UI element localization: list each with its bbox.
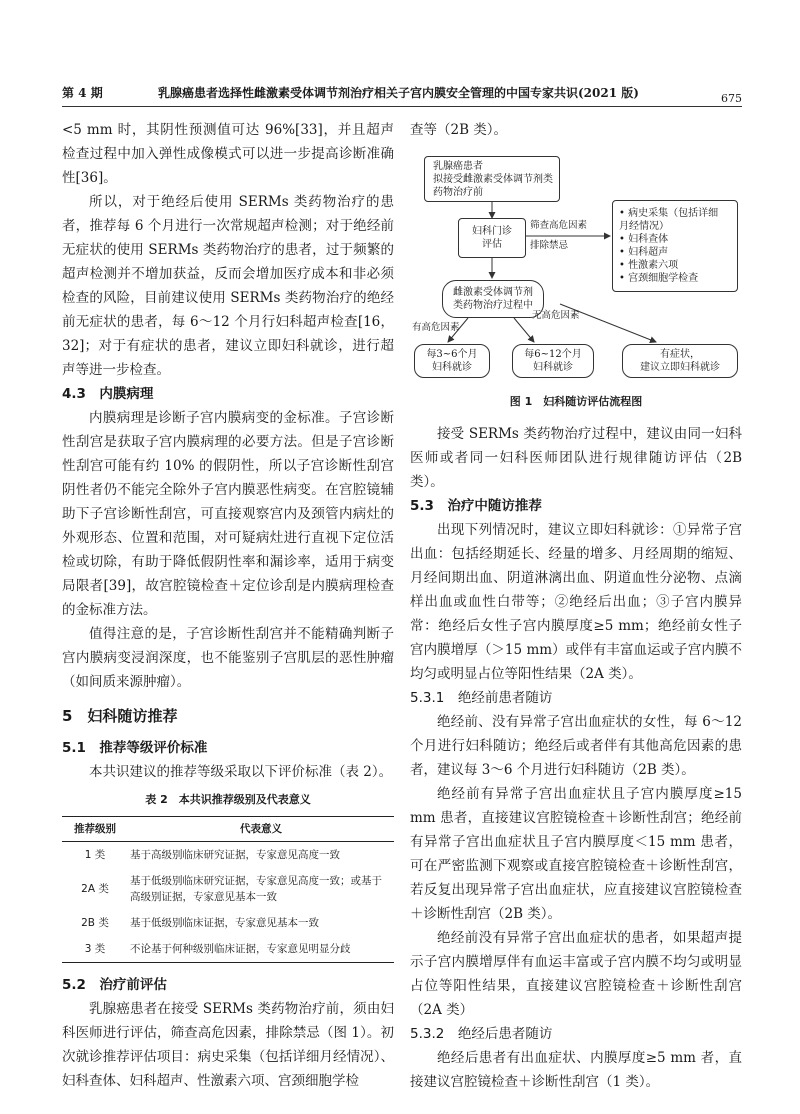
recommendation-table <box>62 816 394 963</box>
table-row <box>62 910 394 936</box>
section-heading-5-3-2: 5.3.2 绝经后患者随访 <box>410 1026 553 1042</box>
header-rule <box>62 106 742 107</box>
table-cell-meaning: 基于低级别临床研究证据，专家意见高度一致；或基于高级别证据，专家意见基本一致 <box>130 875 382 903</box>
flow-list-item: • 性激素六项 <box>619 260 679 271</box>
table-caption: 表 2 本共识推荐级别及代表意义 <box>145 793 311 806</box>
table-cell-level: 1 类 <box>84 849 106 861</box>
paragraph: 所以，对于绝经后使用 SERMs 类药物治疗的患者，推荐每 6 个月进行一次常规超声检测；对于绝经前无症状的使用 SERMs 类药物治疗的患者，过于频繁的超声检测并不增加获益，反而会增加医疗成本和非必须检查的风险，目前建议使用 SERMs 类药物治疗的绝经前无症状的患者，每 6～12 个月行妇科超声检查[16，32]；对于有症状的患者，建议立即妇科就诊，进行超声等进一步检查。 <box>62 194 394 378</box>
table-cell-level: 2A 类 <box>81 883 109 895</box>
section-heading-5-2: 5.2 治疗前评估 <box>62 977 167 993</box>
flow-text: 建议立即妇科就诊 <box>640 362 720 373</box>
flow-label-high-risk: 有高危因素 <box>412 322 460 333</box>
flow-label-screen: 筛查高危因素 <box>530 220 588 231</box>
section-heading-5-3-1: 5.3.1 绝经前患者随访 <box>410 690 553 706</box>
paragraph: 内膜病理是诊断子宫内膜病变的金标准。子宫诊断性刮宫是获取子宫内膜病理的必要方法。但是子宫诊断性刮宫可能有约 10% 的假阴性，所以子宫诊断性刮宫阴性者仍不能完全除外子宫内膜恶性病变。在宫腔镜辅助下子宫诊断性刮宫，可直接观察宫内及颈管内病灶的外观形态、位置和范围，对可疑病灶进行直视下定位活检或切除，有助于降低假阴性率和漏诊率，适用于病变局限者[39]，故宫腔镜检查＋定位诊刮是内膜病理检查的金标准方法。 <box>62 410 394 618</box>
flow-list-item: • 宫颈细胞学检查 <box>619 273 699 284</box>
table-cell-level: 2B 类 <box>81 917 109 929</box>
table-row <box>62 842 394 869</box>
flow-text: 类药物治疗过程中 <box>453 300 533 311</box>
table-cell-level: 3 类 <box>62 936 128 963</box>
left-column <box>62 118 394 1093</box>
flow-box-symptomatic <box>622 344 738 378</box>
flow-text: 雌激素受体调节剂 <box>453 287 533 298</box>
flow-list-item: 月经情况） <box>619 221 669 232</box>
flow-text: 评估 <box>482 239 502 250</box>
flow-box-eval-items <box>612 200 738 292</box>
section-heading-5-1: 5.1 推荐等级评价标准 <box>62 740 208 756</box>
paragraph: 绝经前没有异常子宫出血症状的患者，如果超声提示子宫内膜增厚伴有血运丰富或子宫内膜不均匀或明显占位等阳性结果，直接建议宫腔镜检查＋诊断性刮宫（2A 类） <box>410 930 742 1018</box>
flow-text: 每6~12个月 <box>524 349 582 360</box>
section-heading-5-3: 5.3 治疗中随访推荐 <box>410 498 542 514</box>
flow-box-every-3-6 <box>414 344 490 378</box>
section-heading-4-3: 4.3 内膜病理 <box>62 386 154 402</box>
flow-text: 拟接受雌激素受体调节剂类药物治疗前 <box>433 173 553 198</box>
table-cell-meaning: 基于高级别临床研究证据，专家意见高度一致 <box>130 849 340 861</box>
table-row <box>62 936 394 963</box>
paragraph: 绝经前有异常子宫出血症状且子宫内膜厚度≥15 mm 患者，直接建议宫腔镜检查＋诊断性刮宫；绝经前有异常子宫出血症状且子宫内膜厚度＜15 mm 患者，可在严密监测下观察或直接宫腔镜检查＋诊断性刮宫，若反复出现异常子宫出血症状，应直接建议宫腔镜检查＋诊断性刮宫（2B 类）。 <box>410 786 742 922</box>
page-number: 675 <box>721 92 742 105</box>
paragraph: <5 mm 时，其阴性预测值可达 96%[33]，并且超声检查过程中加入弹性成像模式可以进一步提高诊断准确性[36]。 <box>62 122 394 186</box>
flow-label-exclude: 排除禁忌 <box>530 240 569 251</box>
flow-text: 妇科门诊 <box>472 226 512 237</box>
table-cell-meaning: 基于低级别临床证据，专家意见基本一致 <box>130 917 319 929</box>
table-header-level: 推荐级别 <box>62 817 128 842</box>
flow-box-patient <box>424 156 560 202</box>
paragraph: 查等（2B 类）。 <box>410 122 508 138</box>
issue-number: 第 4 期 <box>62 86 103 100</box>
table-row <box>62 868 394 910</box>
paragraph: 绝经后患者有出血症状、内膜厚度≥5 mm 者，直接建议宫腔镜检查＋诊断性刮宫（1 类）。 <box>410 1050 742 1090</box>
paragraph: 乳腺癌患者在接受 SERMs 类药物治疗前，须由妇科医师进行评估，筛查高危因素，排除禁忌（图 1）。初次就诊推荐评估项目：病史采集（包括详细月经情况）、妇科查体、妇科超声、性激素六项、宫颈细胞学检 <box>62 1001 394 1089</box>
section-heading-5: 5 妇科随访推荐 <box>62 707 178 725</box>
flow-text: 妇科就诊 <box>432 362 472 373</box>
paragraph: 值得注意的是，子宫诊断性刮宫并不能精确判断子宫内膜病变浸润深度，也不能鉴别子宫肌层的恶性肿瘤（如间质来源肿瘤）。 <box>62 626 394 690</box>
flow-list-item: • 妇科超声 <box>619 247 669 258</box>
running-header <box>62 84 742 104</box>
flow-text: 妇科就诊 <box>533 362 573 373</box>
flow-list-item: • 妇科查体 <box>619 234 669 245</box>
table-cell-meaning: 不论基于何种级别临床证据，专家意见明显分歧 <box>128 936 394 963</box>
table-header-row <box>62 817 394 842</box>
paragraph: 绝经前、没有异常子宫出血症状的女性，每 6～12 个月进行妇科随访；绝经后或者伴有其他高危因素的患者，建议每 3～6 个月进行妇科随访（2B 类）。 <box>410 714 742 778</box>
paragraph: 出现下列情况时，建议立即妇科就诊：①异常子宫出血：包括经期延长、经量的增多、月经周期的缩短、月经间期出血、阴道淋漓出血、阴道血性分泌物、点滴样出血或血性白带等；②绝经后出血；③子宫内膜异常：绝经后女性子宫内膜厚度≥5 mm；绝经前女性子宫内膜增厚（＞15 mm）或伴有丰富血运或子宫内膜不均匀或明显占位等阳性结果（2A 类）。 <box>410 522 742 682</box>
flow-text: 有症状， <box>660 349 700 360</box>
flow-label-no-high-risk: 无高危因素 <box>532 310 580 321</box>
followup-flowchart <box>410 148 742 380</box>
flow-box-clinic-eval <box>458 218 526 258</box>
running-title: 乳腺癌患者选择性雌激素受体调节剂治疗相关子宫内膜安全管理的中国专家共识(2021 版) <box>158 86 639 100</box>
flow-text: 每3~6个月 <box>426 349 478 360</box>
flow-box-during-treatment <box>442 280 544 318</box>
flow-text: 乳腺癌患者 <box>433 160 483 172</box>
paragraph: 本共识建议的推荐等级采取以下评价标准（表 2）。 <box>89 764 393 780</box>
flow-box-every-6-12 <box>512 344 594 378</box>
right-column <box>410 118 742 1094</box>
paragraph: 接受 SERMs 类药物治疗过程中，建议由同一妇科医师或者同一妇科医师团队进行规律随访评估（2B 类）。 <box>410 426 742 490</box>
figure-caption: 图 1 妇科随访评估流程图 <box>509 395 643 408</box>
table-header-meaning: 代表意义 <box>128 817 394 842</box>
flow-list-item: • 病史采集（包括详细 <box>619 208 719 219</box>
